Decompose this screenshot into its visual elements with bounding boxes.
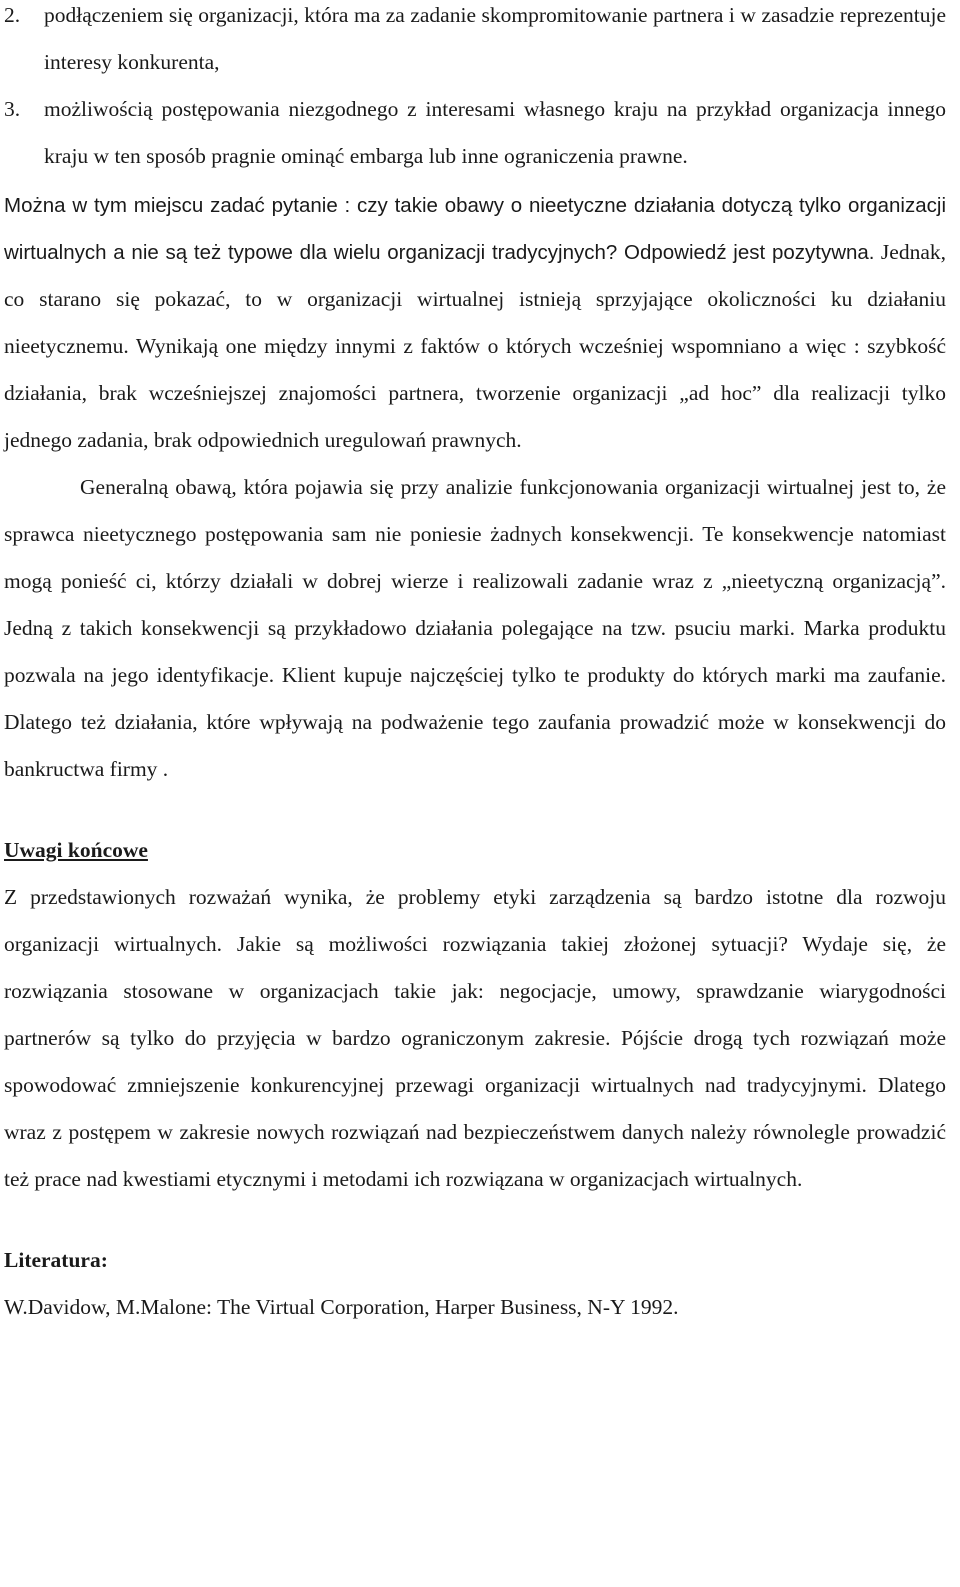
list-number: 3. (4, 97, 21, 121)
spacer (4, 793, 946, 827)
spacer (4, 1203, 946, 1237)
paragraph-question-sans: Można w tym miejscu zadać pytanie : czy takie obawy o nieetyczne działania dotyczą tylko organizacji wirtualnych a nie są też typowe dla wielu organizacji tradycyjnych? Odpowiedź jest pozytywna. (4, 194, 946, 264)
list-number: 2. (4, 3, 21, 27)
section-heading-literature: Literatura: (4, 1248, 108, 1272)
paragraph-question (4, 182, 946, 464)
paragraph-question-serif: Jednak, co starano się pokazać, to w organizacji wirtualnej istnieją sprzyjające okoliczności ku działaniu nieetycznemu. Wynikają one między innymi z faktów o których wcześniej wspomniano a więc : szybkość działania, brak wcześniejszej znajomości partnera, tworzenie organizacji „ad hoc” dla realizacji tylko jednego zadania, brak odpowiednich uregulowań prawnych. (4, 240, 946, 452)
list-item-3 (4, 86, 946, 180)
paragraph-main-concern: Generalną obawą, która pojawia się przy analizie funkcjonowania organizacji wirtualnej jest to, że sprawca nieetycznego postępowania sam nie poniesie żadnych konsekwencji. Te konsekwencje natomiast mogą ponieść ci, którzy działali w dobrej wierze i realizowali zadanie wraz z „nieetyczną organizacją”. Jedną z takich konsekwencji są przykładowo działania polegające na tzw. psuciu marki. Marka produktu pozwala na jego identyfikacje. Klient kupuje najczęściej tylko te produkty do których marki ma zaufanie. Dlatego też działania, które wpływają na podważenie tego zaufania prowadzić może w konsekwencji do bankructwa firmy . (4, 475, 946, 781)
literature-reference: W.Davidow, M.Malone: The Virtual Corporation, Harper Business, N-Y 1992. (4, 1295, 679, 1319)
document-page (4, 0, 946, 1331)
section-heading-remarks: Uwagi końcowe (4, 838, 148, 862)
list-text: możliwością postępowania niezgodnego z interesami własnego kraju na przykład organizacja innego kraju w ten sposób pragnie ominąć embarga lub inne ograniczenia prawne. (44, 97, 946, 168)
list-item-2 (4, 0, 946, 86)
paragraph-remarks: Z przedstawionych rozważań wynika, że problemy etyki zarządzenia są bardzo istotne dla rozwoju organizacji wirtualnych. Jakie są możliwości rozwiązania takiej złożonej sytuacji? Wydaje się, że rozwiązania stosowane w organizacjach takie jak: negocjacje, umowy, sprawdzanie wiarygodności partnerów są tylko do przyjęcia w bardzo ograniczonym zakresie. Pójście drogą tych rozwiązań może spowodować zmniejszenie konkurencyjnej przewagi organizacji wirtualnych nad tradycyjnymi. Dlatego wraz z postępem w zakresie nowych rozwiązań nad bezpieczeństwem danych należy równolegle prowadzić też prace nad kwestiami etycznymi i metodami ich rozwiązana w organizacjach wirtualnych. (4, 885, 946, 1191)
list-text: podłączeniem się organizacji, która ma za zadanie skompromitowanie partnera i w zasadzie reprezentuje interesy konkurenta, (44, 3, 946, 74)
